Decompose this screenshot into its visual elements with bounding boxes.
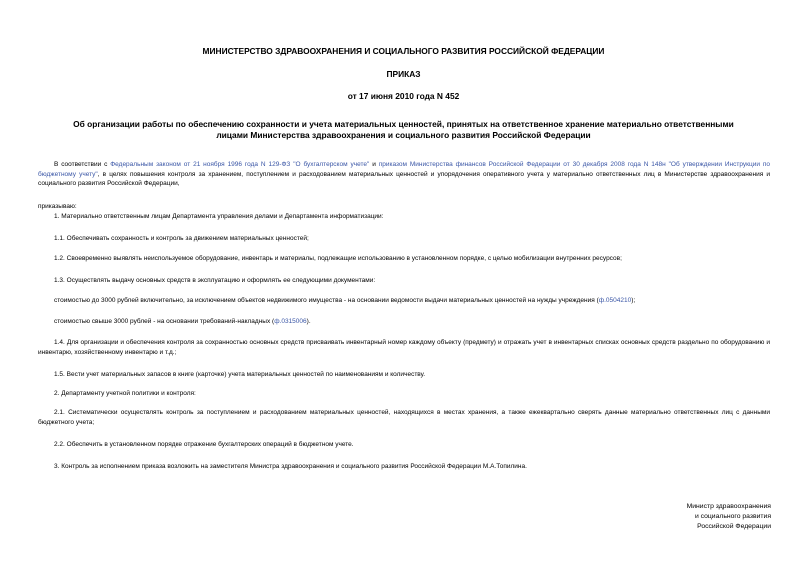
cost-2-end: ). bbox=[306, 318, 311, 325]
item-2: 2. Департаменту учетной политики и контроля: bbox=[54, 390, 196, 397]
signature-line-2: и социального развития bbox=[694, 513, 771, 521]
order-word: приказываю: bbox=[38, 203, 77, 210]
item-1-5: 1.5. Вести учет материальных запасов в книге (карточке) учета материальных ценностей по наименованиям и количеству. bbox=[54, 371, 426, 378]
date-number: от 17 июня 2010 года N 452 bbox=[347, 91, 460, 101]
signature-block bbox=[687, 502, 771, 533]
ministry-heading: МИНИСТЕРСТВО ЗДРАВООХРАНЕНИЯ И СОЦИАЛЬНОГО РАЗВИТИЯ РОССИЙСКОЙ ФЕДЕРАЦИИ bbox=[202, 46, 605, 56]
cost-over-3000 bbox=[54, 317, 311, 327]
cost-2-text: стоимостью свыше 3000 рублей - на основании требований-накладных ( bbox=[54, 318, 275, 325]
document-type: ПРИКАЗ bbox=[386, 69, 421, 79]
item-1-1: 1.1. Обеспечивать сохранность и контроль за движением материальных ценностей; bbox=[54, 235, 309, 242]
item-1-4: 1.4. Для организации и обеспечения контроля за сохранностью основных средств присваивать инвентарный номер каждому объекту (предмету) и отражать учет в инвентарных списках основных средств раздельно по оборудованию и инвентарю, хозяйственному инвентарю и т.д.; bbox=[38, 339, 770, 356]
signature-line-1: Министр здравоохранения bbox=[686, 503, 771, 510]
preamble-text-1: В соответствии с bbox=[54, 161, 111, 168]
item-2-2: 2.2. Обеспечить в установленном порядке отражение бухгалтерских операций в бюджетном учете. bbox=[54, 441, 354, 448]
cost-up-to-3000 bbox=[54, 296, 635, 306]
item-1-2: 1.2. Своевременно выявлять неиспользуемое оборудование, инвентарь и материалы, подлежащие использованию в установленном порядке, с целью мобилизации внутренних ресурсов; bbox=[54, 255, 622, 262]
preamble-text-3: , в целях повышения контроля за хранением, поступлением и расходованием материальных ценностей и упорядочения оперативного учета у материально ответственных лиц в Министерстве здравоохранения и социального развития Российской Федерации, bbox=[38, 170, 770, 188]
preamble-text-2: и bbox=[369, 161, 379, 168]
signature-line-3: Российской Федерации bbox=[697, 523, 771, 531]
item-1: 1. Материально ответственным лицам Департамента управления делами и Департамента информатизации: bbox=[54, 213, 384, 220]
document-title: Об организации работы по обеспечению сохранности и учета материальных ценностей, принятых на ответственное хранение материально ответственными лицами Министерства здравоохранения и социального развития Российской Федерации bbox=[73, 119, 734, 140]
federal-law-link[interactable]: Федеральным законом от 21 ноября 1996 года N 129-ФЗ "О бухгалтерском учете" bbox=[110, 161, 370, 168]
minfin-order-link[interactable]: приказом Министерства финансов Российской Федерации от 30 декабря 2008 года N 148н "Об утверждении Инструкции по бюджетному учету" bbox=[38, 161, 771, 178]
cost-1-text: стоимостью до 3000 рублей включительно, за исключением объектов недвижимого имущества - на основании ведомости выдачи материальных ценностей на нужды учреждения ( bbox=[54, 297, 599, 304]
preamble bbox=[38, 160, 770, 189]
cost-1-end: ); bbox=[631, 297, 636, 304]
form-0315006-link[interactable]: ф.0315006 bbox=[274, 318, 307, 325]
item-1-3: 1.3. Осуществлять выдачу основных средств в эксплуатацию и оформлять ее следующими документами: bbox=[54, 277, 376, 284]
item-2-1: 2.1. Систематически осуществлять контроль за поступлением и расходованием материальных ценностей, находящихся в местах хранения, а также ежеквартально сверять данные материально ответственных лиц с данными бюджетного учета; bbox=[38, 409, 770, 426]
form-0504210-link[interactable]: ф.0504210 bbox=[598, 297, 632, 304]
item-3: 3. Контроль за исполнением приказа возложить на заместителя Министра здравоохранения и социального развития Российской Федерации М.А.Топилина. bbox=[54, 463, 527, 470]
